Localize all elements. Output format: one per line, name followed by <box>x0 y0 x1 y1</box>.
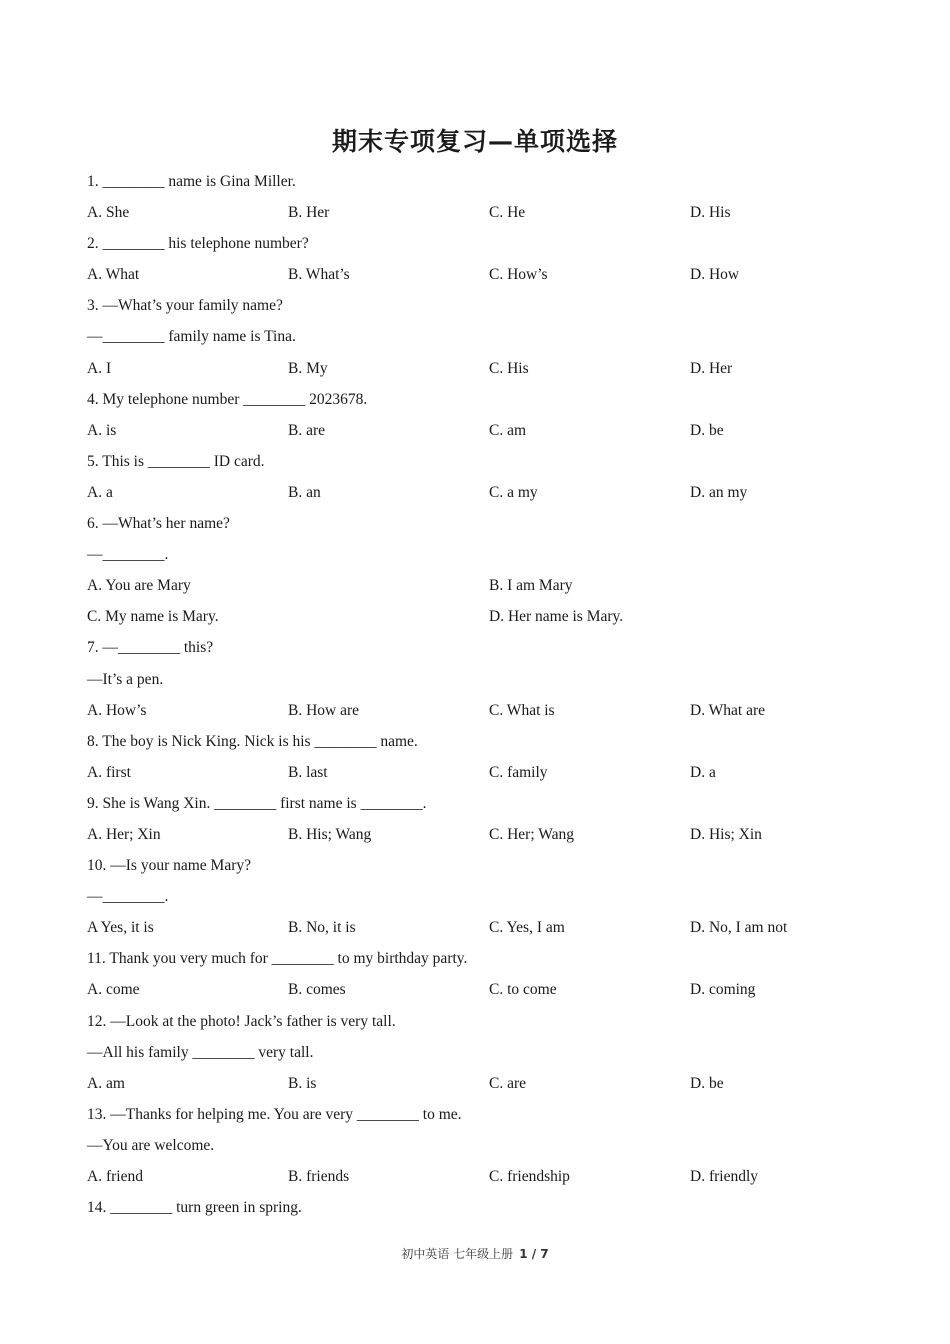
footer-label: 初中英语 七年级上册 <box>401 1247 514 1261</box>
option-row <box>87 1164 877 1195</box>
option-row <box>87 698 877 729</box>
answer-option: D. His <box>690 204 731 222</box>
question-text: —________ family name is Tina. <box>87 328 296 346</box>
answer-option: C. a my <box>489 483 538 501</box>
option-row <box>87 915 877 946</box>
answer-option: A. is <box>87 421 117 439</box>
question-text: 1. ________ name is Gina Miller. <box>87 173 296 190</box>
answer-option: C. are <box>489 1074 527 1092</box>
option-row <box>87 1071 877 1102</box>
question-text: 7. —________ this? <box>87 639 214 657</box>
answer-option: A. come <box>87 981 140 999</box>
answer-option: D. an my <box>690 483 748 501</box>
answer-option: A. I <box>87 359 112 377</box>
answer-option: A. am <box>87 1074 125 1092</box>
question-text: 8. The boy is Nick King. Nick is his ________ name. <box>87 732 418 750</box>
answer-option: A. first <box>87 763 131 781</box>
answer-option: D. How <box>690 266 740 284</box>
option-row <box>87 262 877 293</box>
answer-option: D. His; Xin <box>690 825 762 843</box>
question-text: 2. ________ his telephone number? <box>87 235 309 253</box>
question-text: 3. —What’s your family name? <box>87 297 283 315</box>
option-row <box>87 604 877 635</box>
answer-option: A Yes, it is <box>87 919 154 937</box>
option-row <box>87 822 877 853</box>
option-row <box>87 200 877 231</box>
answer-option: B. How are <box>288 701 360 719</box>
question-text: 12. —Look at the photo! Jack’s father is very tall. <box>87 1012 396 1030</box>
answer-option: B. His; Wang <box>288 825 372 843</box>
question-text: 10. —Is your name Mary? <box>87 857 251 875</box>
answer-option: B. friends <box>288 1168 350 1185</box>
answer-option: C. His <box>489 359 529 377</box>
answer-option: D. be <box>690 421 724 439</box>
option-row <box>87 480 877 511</box>
answer-option: A. How’s <box>87 701 147 719</box>
question-text: 14. ________ turn green in spring. <box>87 1199 302 1217</box>
question-text: —________. <box>87 888 169 906</box>
answer-option: D. No, I am not <box>690 919 788 937</box>
answer-option: A. What <box>87 266 140 284</box>
answer-option: D. Her name is Mary. <box>489 608 624 626</box>
page-title: 期末专项复习—单项选择 <box>331 127 618 156</box>
answer-option: D. coming <box>690 981 756 999</box>
answer-option: C. friendship <box>489 1168 570 1185</box>
answer-option: D. be <box>690 1074 724 1092</box>
answer-option: D. friendly <box>690 1168 759 1185</box>
answer-option: B. What’s <box>288 266 350 284</box>
answer-option: B. is <box>288 1074 317 1092</box>
answer-option: C. to come <box>489 981 557 999</box>
page-number: 1 / 7 <box>519 1247 549 1261</box>
answer-option: A. friend <box>87 1168 143 1185</box>
question-text: 5. This is ________ ID card. <box>87 452 265 470</box>
answer-option: B. Her <box>288 204 330 222</box>
answer-option: C. Yes, I am <box>489 919 565 937</box>
question-text: 9. She is Wang Xin. ________ first name is ________. <box>87 794 427 812</box>
question-text: —It’s a pen. <box>87 670 164 688</box>
question-text: —________. <box>87 546 169 564</box>
answer-option: C. family <box>489 763 548 781</box>
answer-option: C. What is <box>489 701 555 719</box>
answer-option: B. I am Mary <box>489 577 573 595</box>
answer-option: C. am <box>489 421 527 439</box>
answer-option: B. comes <box>288 981 346 999</box>
answer-option: B. are <box>288 421 326 439</box>
option-row <box>87 573 877 604</box>
question-text: 6. —What’s her name? <box>87 515 230 533</box>
answer-option: B. an <box>288 483 321 501</box>
answer-option: A. a <box>87 483 113 501</box>
answer-option: D. What are <box>690 701 766 719</box>
question-list <box>87 169 877 1226</box>
question-text: —All his family ________ very tall. <box>87 1043 314 1061</box>
answer-option: C. He <box>489 204 526 222</box>
answer-option: C. How’s <box>489 266 548 284</box>
answer-option: B. last <box>288 763 328 781</box>
page-footer <box>0 1245 950 1262</box>
option-row <box>87 356 877 387</box>
option-row <box>87 418 877 449</box>
answer-option: D. a <box>690 763 716 781</box>
answer-option: C. Her; Wang <box>489 825 574 843</box>
question-text: 11. Thank you very much for ________ to my birthday party. <box>87 950 468 968</box>
answer-option: C. My name is Mary. <box>87 608 219 626</box>
question-text: 4. My telephone number ________ 2023678. <box>87 390 368 408</box>
option-row <box>87 977 877 1008</box>
answer-option: B. My <box>288 359 328 377</box>
answer-option: A. You are Mary <box>87 577 191 595</box>
answer-option: A. She <box>87 204 130 222</box>
answer-option: D. Her <box>690 359 733 377</box>
answer-option: B. No, it is <box>288 919 356 937</box>
option-row <box>87 760 877 791</box>
answer-option: A. Her; Xin <box>87 825 161 843</box>
question-text: —You are welcome. <box>87 1136 215 1154</box>
question-text: 13. —Thanks for helping me. You are very ________ to me. <box>87 1105 462 1123</box>
